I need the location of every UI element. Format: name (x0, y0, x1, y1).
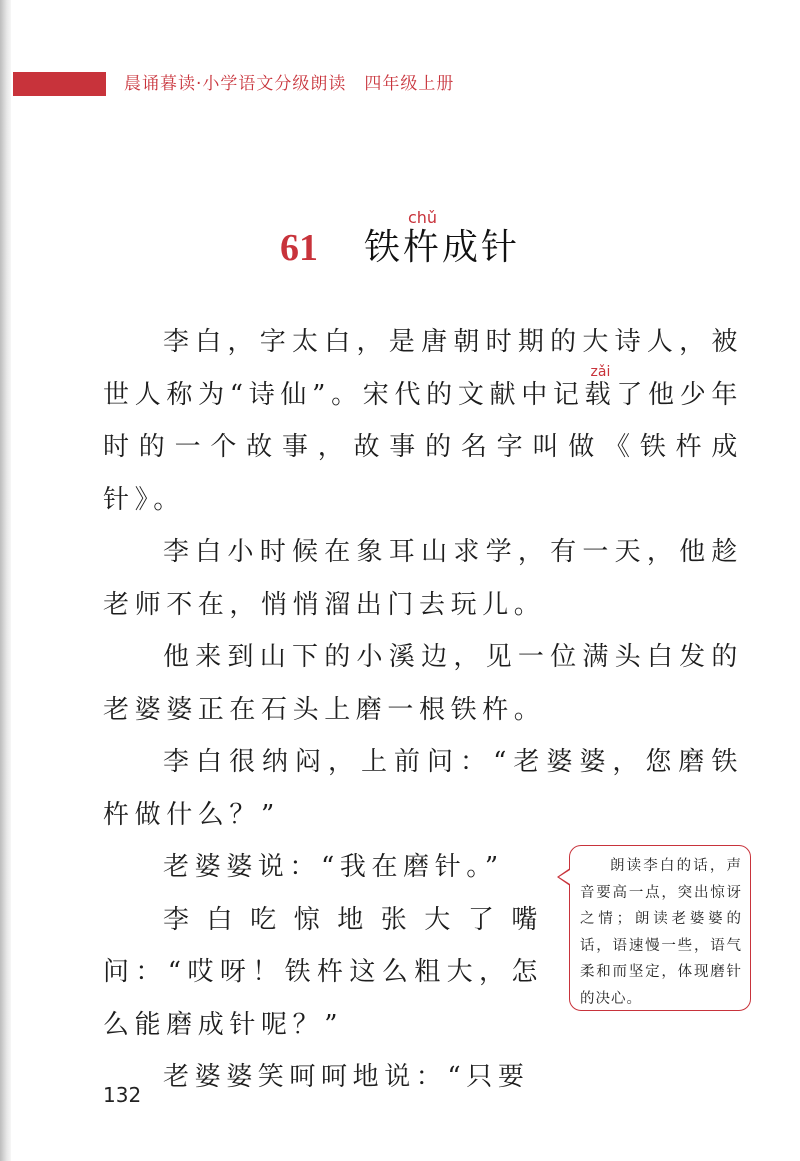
title-char: 铁 (363, 227, 403, 268)
title-ruby-char (402, 208, 442, 268)
reading-tip-text: 朗读李白的话，声音要高一点，突出惊讶之情；朗读老婆婆的话，语速慢一些，语气柔和而坚定，体现磨针的决心。 (580, 858, 742, 1007)
ruby-base: 杵 (402, 227, 442, 268)
paragraph-3: 他来到山下的小溪边，见一位满头白发的老婆婆正在石头上磨一根铁杵。 (103, 642, 743, 725)
title-rest: 成针 (442, 227, 521, 268)
reading-tip-callout (569, 845, 751, 1011)
paragraph-5: 老婆婆说：“我在磨针。” (163, 852, 504, 882)
paragraph-6: 李白吃惊地张大了嘴问：“哎呀！铁杵这么粗大，怎么能磨成针呢？” (103, 904, 543, 1040)
ruby-annotated-char (584, 363, 617, 410)
series-title: 晨诵暮读·小学语文分级朗读 (124, 74, 347, 94)
header-color-bar (13, 72, 106, 96)
paragraph-2: 李白小时候在象耳山求学，有一天，他趁老师不在，悄悄溜出门去玩儿。 (103, 537, 743, 620)
paragraph-text: 李白，字太白，是唐朝时期的大诗人，被世人称为“诗仙”。宋代的文献中记 (103, 327, 743, 410)
callout-pointer (557, 868, 570, 886)
volume-label: 四年级上册 (364, 74, 455, 94)
page-number: 132 (103, 1083, 142, 1107)
pinyin-annotation: zǎi (584, 363, 617, 380)
paragraph-text: 了他少年时的一个故事，故事的名字叫做《铁杵成针》。 (103, 379, 743, 515)
paragraph-7: 老婆婆笑呵呵地说：“只要 (163, 1062, 530, 1092)
book-spine-shadow (0, 0, 11, 1161)
lesson-number: 61 (279, 227, 318, 269)
lesson-name (364, 210, 520, 270)
paragraph-1 (103, 316, 743, 526)
paragraph-4: 李白很纳闷，上前问：“老婆婆，您磨铁杵做什么？” (103, 747, 743, 830)
running-header (124, 72, 454, 96)
ruby-base: 载 (584, 379, 617, 410)
lesson-title (0, 210, 800, 270)
title-pinyin: chǔ (402, 208, 442, 227)
